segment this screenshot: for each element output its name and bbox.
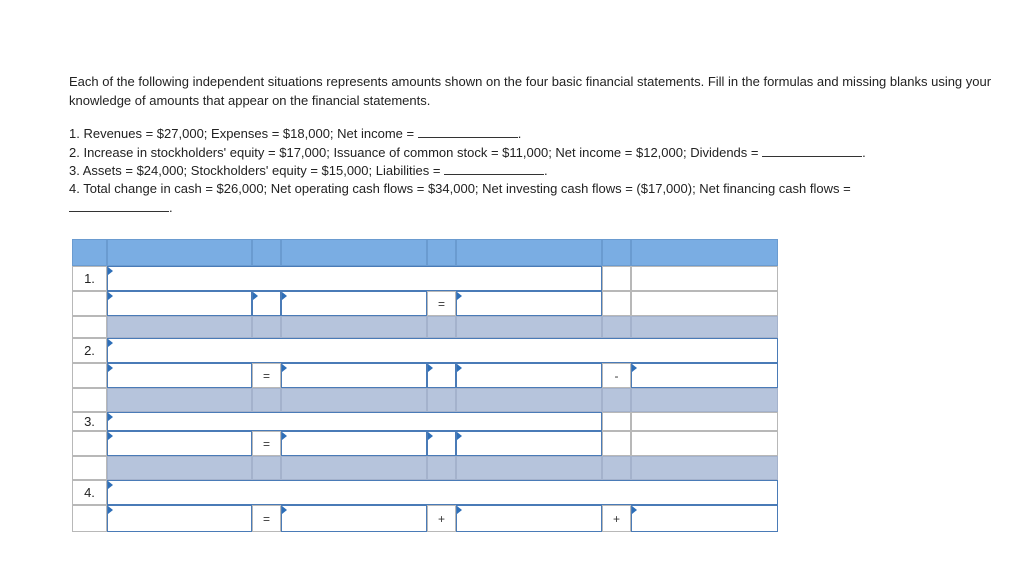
plus-sign-4b: + — [602, 505, 631, 532]
amount-input-4b[interactable] — [456, 505, 602, 532]
header-cell — [252, 239, 281, 266]
result-input-2[interactable] — [107, 363, 252, 388]
equals-sign-4: = — [252, 505, 281, 532]
amount-input-4a[interactable] — [281, 505, 427, 532]
empty-cell — [72, 431, 107, 456]
empty-cell — [72, 316, 107, 338]
equals-sign-1: = — [427, 291, 456, 316]
empty-cell — [631, 266, 778, 291]
amount-input-2c[interactable] — [631, 363, 778, 388]
dropdown-marker-icon — [108, 432, 113, 440]
header-cell — [631, 239, 778, 266]
amount-input-1a[interactable] — [107, 291, 252, 316]
dropdown-marker-icon — [282, 292, 287, 300]
question-4-blank-line — [69, 200, 173, 216]
question-1-text: 1. Revenues = $27,000; Expenses = $18,000; Net income = — [69, 126, 415, 141]
dropdown-marker-icon — [108, 364, 113, 372]
question-2-text: 2. Increase in stockholders' equity = $17,000; Issuance of common stock = $11,000; Net income = $12,000; Dividends = — [69, 145, 759, 160]
dropdown-marker-icon — [632, 364, 637, 372]
spacer-cell — [281, 388, 427, 412]
question-4-text: 4. Total change in cash = $26,000; Net operating cash flows = $34,000; Net investing cash flows = ($17,000); Net financing cash flows = — [69, 181, 851, 196]
row-number-2: 2. — [72, 338, 107, 363]
amount-input-3a[interactable] — [281, 431, 427, 456]
spacer-cell — [252, 388, 281, 412]
empty-cell — [72, 388, 107, 412]
empty-cell — [72, 291, 107, 316]
formula-dropdown-3[interactable] — [107, 412, 602, 431]
question-2 — [69, 145, 866, 161]
dropdown-marker-icon — [108, 413, 113, 421]
result-input-4[interactable] — [107, 505, 252, 532]
spacer-cell — [602, 456, 631, 480]
question-3-blank — [444, 163, 544, 175]
spacer-cell — [602, 388, 631, 412]
question-4-blank — [69, 200, 169, 212]
empty-cell — [602, 412, 631, 431]
spacer-cell — [631, 388, 778, 412]
spacer-cell — [631, 456, 778, 480]
operator-dropdown-3a[interactable] — [427, 431, 456, 456]
dropdown-marker-icon — [457, 292, 462, 300]
header-cell — [456, 239, 602, 266]
operator-dropdown-2a[interactable] — [427, 363, 456, 388]
question-2-period: . — [862, 145, 866, 160]
dropdown-marker-icon — [457, 364, 462, 372]
empty-cell — [72, 456, 107, 480]
empty-cell — [602, 266, 631, 291]
dropdown-marker-icon — [428, 364, 433, 372]
empty-cell — [631, 291, 778, 316]
empty-cell — [631, 412, 778, 431]
spacer-cell — [107, 388, 252, 412]
empty-cell — [602, 291, 631, 316]
minus-sign-2: - — [602, 363, 631, 388]
header-cell — [281, 239, 427, 266]
formula-dropdown-1[interactable] — [107, 266, 602, 291]
spacer-cell — [107, 316, 252, 338]
spacer-cell — [456, 316, 602, 338]
equals-sign-3: = — [252, 431, 281, 456]
question-1-blank — [418, 126, 518, 138]
question-4-period: . — [169, 200, 173, 215]
dropdown-marker-icon — [108, 506, 113, 514]
spacer-cell — [281, 456, 427, 480]
amount-input-2a[interactable] — [281, 363, 427, 388]
dropdown-marker-icon — [632, 506, 637, 514]
row-number-1: 1. — [72, 266, 107, 291]
dropdown-marker-icon — [282, 364, 287, 372]
spacer-cell — [281, 316, 427, 338]
result-input-1[interactable] — [456, 291, 602, 316]
amount-input-3b[interactable] — [456, 431, 602, 456]
empty-cell — [631, 431, 778, 456]
header-cell — [602, 239, 631, 266]
operator-dropdown-1a[interactable] — [252, 291, 281, 316]
spacer-cell — [107, 456, 252, 480]
question-1-period: . — [517, 126, 522, 141]
formula-dropdown-2[interactable] — [107, 338, 778, 363]
dropdown-marker-icon — [457, 506, 462, 514]
empty-cell — [602, 431, 631, 456]
spacer-cell — [631, 316, 778, 338]
question-3-text: 3. Assets = $24,000; Stockholders' equity = $15,000; Liabilities = — [69, 163, 441, 178]
row-number-4: 4. — [72, 480, 107, 505]
spacer-cell — [456, 388, 602, 412]
spacer-cell — [252, 316, 281, 338]
question-1 — [69, 126, 521, 142]
dropdown-marker-icon — [428, 432, 433, 440]
header-cell — [427, 239, 456, 266]
question-4 — [69, 181, 851, 197]
empty-cell — [72, 505, 107, 532]
spacer-cell — [427, 456, 456, 480]
instructions-text: Each of the following independent situations represents amounts shown on the four basic financial statements. Fill in the formulas and missing blanks using your knowledge of amounts that appear on the financial statements. — [69, 74, 992, 108]
dropdown-marker-icon — [282, 432, 287, 440]
worksheet-table — [72, 239, 778, 532]
empty-cell — [72, 363, 107, 388]
spacer-cell — [456, 456, 602, 480]
amount-input-1b[interactable] — [281, 291, 427, 316]
result-input-3[interactable] — [107, 431, 252, 456]
dropdown-marker-icon — [108, 267, 113, 275]
equals-sign-2: = — [252, 363, 281, 388]
question-3 — [69, 163, 548, 179]
question-2-blank — [762, 145, 862, 157]
plus-sign-4a: + — [427, 505, 456, 532]
amount-input-2b[interactable] — [456, 363, 602, 388]
dropdown-marker-icon — [108, 481, 113, 489]
spacer-cell — [427, 316, 456, 338]
header-cell — [72, 239, 107, 266]
spacer-cell — [252, 456, 281, 480]
header-cell — [107, 239, 252, 266]
dropdown-marker-icon — [282, 506, 287, 514]
row-number-3: 3. — [72, 412, 107, 431]
dropdown-marker-icon — [253, 292, 258, 300]
formula-dropdown-4[interactable] — [107, 480, 778, 505]
dropdown-marker-icon — [108, 292, 113, 300]
dropdown-marker-icon — [457, 432, 462, 440]
amount-input-4c[interactable] — [631, 505, 778, 532]
spacer-cell — [602, 316, 631, 338]
dropdown-marker-icon — [108, 339, 113, 347]
spacer-cell — [427, 388, 456, 412]
question-3-period: . — [544, 163, 548, 178]
